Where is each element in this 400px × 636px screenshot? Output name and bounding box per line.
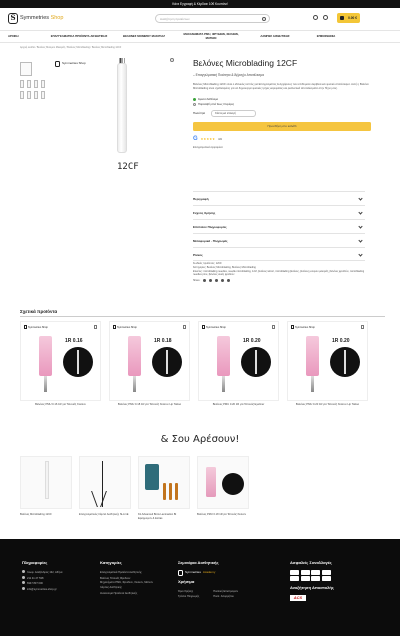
- chevron-down-icon: [358, 196, 362, 200]
- product-info: [193, 58, 371, 149]
- pickup-text: Παραλαβή από Έως 3 Ημέρες: [198, 103, 235, 107]
- product-accordion: [193, 191, 365, 261]
- breadcrumb[interactable]: Αρχική σελίδα / Βελόνες Μονίμου Μακιγιάζ / Βελόνες Microblading / Βελόνες Microblading 12CF: [20, 46, 122, 49]
- thumbnail-main[interactable]: [20, 62, 32, 76]
- cart-total: 0.00 €: [348, 16, 357, 20]
- logo-mark-icon: [55, 61, 60, 67]
- add-to-cart-button[interactable]: Προσθήκη στο καλάθι: [193, 122, 371, 131]
- kit-icon: [145, 464, 159, 490]
- needle-size: 1R 0.18: [154, 338, 172, 344]
- pickup-status: [193, 103, 371, 106]
- logo-mark-icon: [178, 570, 183, 576]
- thumbnail[interactable]: [34, 91, 38, 99]
- add-to-cart-icon[interactable]: [272, 325, 276, 329]
- product-name[interactable]: Βελόνες PMU 0.18 1R για Τατουάζ Χειλιών: [197, 513, 247, 516]
- product-card[interactable]: [197, 456, 249, 520]
- logo-mark-icon: [113, 325, 116, 329]
- product-card[interactable]: [20, 456, 72, 520]
- pack-brand: Symmetries Shop: [62, 61, 86, 66]
- footer-heading: Αναζήτηση Αποστολής: [290, 585, 334, 591]
- product-name[interactable]: Βελόνες Microblading 12CF: [20, 513, 52, 516]
- thumbnail[interactable]: [34, 80, 38, 88]
- footer-seminars: [178, 561, 238, 600]
- site-header: [0, 8, 400, 30]
- cartridge-icon: [217, 336, 230, 376]
- courier-logo[interactable]: ACS: [290, 595, 306, 601]
- stock-text: Άμεσα διαθέσιμο: [198, 97, 219, 101]
- rating-value: 4.9: [218, 138, 222, 142]
- nav-item-contact[interactable]: ΕΠΙΚΟΙΝΩΝΙΑ: [316, 33, 336, 38]
- product-image[interactable]: [20, 321, 101, 401]
- product-image[interactable]: [287, 321, 368, 401]
- footer-link[interactable]: Τρόποι Πληρωμής: [178, 595, 200, 599]
- product-name[interactable]: Βελόνες PMU 0.18 1R για Τατουάζ Χειλιών Lip Tattoo: [117, 403, 182, 406]
- also-like-products: [20, 456, 249, 520]
- maestro-icon: [322, 570, 331, 575]
- footer-link[interactable]: Επαγγελματικά Προϊόντα Αισθητικής: [100, 570, 142, 574]
- chevron-down-icon: [358, 224, 362, 228]
- footer-link[interactable]: Όροι Χρήσης: [178, 589, 194, 593]
- footer-heading: Πληροφορίες: [22, 560, 48, 565]
- search-input[interactable]: [155, 14, 270, 23]
- share-label: Share:: [193, 279, 201, 282]
- cartridge-icon: [39, 336, 52, 376]
- main-nav: [0, 30, 400, 43]
- footer-link[interactable]: Μηχανήματα PMU, Φρυδιών, Χειλιών, Ματιών: [100, 581, 153, 585]
- product-image[interactable]: [20, 456, 72, 509]
- clock-icon: [193, 103, 196, 106]
- bank-icon: [322, 576, 331, 581]
- needle-closeup: [241, 347, 271, 377]
- footer-email[interactable]: info@symmetries-shop.gr: [27, 587, 57, 591]
- cartridge-icon: [306, 336, 319, 376]
- applepay-icon: [290, 576, 299, 581]
- thumbnail-strip: [20, 62, 48, 102]
- thumbnail[interactable]: [27, 91, 31, 99]
- google-rating: [193, 136, 371, 143]
- nav-item-professional-products[interactable]: ΕΠΑΓΓΕΛΜΑΤΙΚΑ ΠΡΟΪΟΝΤΑ ΑΙΣΘΗΤΙΚΗΣ: [50, 33, 108, 38]
- cartridge-icon: [206, 467, 216, 497]
- googlepay-icon: [301, 576, 310, 581]
- product-title: Βελόνες Microblading 12CF: [193, 58, 298, 68]
- add-to-cart-icon[interactable]: [183, 325, 187, 329]
- thumbnail[interactable]: [27, 80, 31, 88]
- cart-icon: [340, 16, 344, 20]
- related-title: Σχετικά προϊόντα: [20, 309, 58, 314]
- email-icon[interactable]: [221, 279, 224, 282]
- in-stock-icon: [193, 98, 196, 101]
- footer-heading: Κατηγορίες: [100, 560, 122, 565]
- product-image[interactable]: [138, 456, 190, 509]
- product-name[interactable]: Βελόνες PMU 0.20 1R για Τατουάζ Χειλιών Lip Tattoo: [295, 403, 360, 406]
- needle-size: 1R 0.20: [332, 338, 350, 344]
- accordion-risk[interactable]: Ρίσκος: [193, 247, 365, 261]
- product-image[interactable]: [197, 456, 249, 509]
- logo-mark-icon: [202, 325, 205, 329]
- related-products: [20, 321, 368, 407]
- product-category[interactable]: Κατηγορίες: Βελόνες Microblading, Βελόνες Microblading: [193, 265, 256, 269]
- product-name[interactable]: Βελόνες PMU 0.16 1R για Τατουάζ Χειλιών: [35, 403, 86, 406]
- product-image[interactable]: [109, 321, 190, 401]
- needle-size: 1R 0.16: [65, 338, 83, 344]
- site-footer: [0, 539, 400, 636]
- card-brand: Symmetries Shop: [117, 325, 137, 329]
- variant-select[interactable]: Κάντε μια επιλογή: [211, 110, 256, 117]
- rating-stars: ★★★★★: [200, 137, 216, 142]
- logo-name: Symmetries: [20, 15, 50, 22]
- product-tags[interactable]: Ετικέτες: microblading needles, needle microblading, 12cf, βελόνες tebori, microblading βελόνες, βελόνες μονίμου μακιγιάζ, βελόνες φρυδιών, microblading needles pmu, βελόνες σκιάς φρυδιών: [193, 269, 365, 277]
- footer-heading: Σεμινάρια Αισθητικής: [178, 560, 219, 565]
- verified-text: Επαγγελματικά αγοραμένα: [193, 145, 223, 149]
- divider: [20, 316, 385, 317]
- logo-mark-icon: [291, 325, 294, 329]
- product-description: Βελόνες Microblading 12CF είναι ο ιδανικός λεπτός για Επαγγελματίες & Αρχάριους που επιθυμούν ακρίβεια και φυσικό αποτέλεσμα. Αυτή η Βελόνα Microblading είναι σχεδιασμένη για να δημιουργεί φυσικές τρίχες κορυφαίας και ρεαλιστικά αποτελέσματα στην Τέχνη σας.: [193, 83, 369, 90]
- needle-size: 1R 0.20: [243, 338, 261, 344]
- cartridge-icon: [128, 336, 141, 376]
- chevron-down-icon: [358, 252, 362, 256]
- paypal-icon: [311, 570, 320, 575]
- needle-body: [117, 63, 127, 153]
- footer-heading: Ασφαλείς Συναλλαγές: [290, 560, 332, 565]
- thumbnail[interactable]: [20, 91, 24, 99]
- footer-link[interactable]: Πολιτική Επιστροφών: [213, 589, 239, 593]
- product-name[interactable]: Επαγγελματικός Λάμπα Αισθητικής SLA 1E: [79, 513, 129, 516]
- pack-logo: [55, 61, 86, 67]
- promo-topbar: [0, 0, 400, 8]
- needle-closeup: [222, 473, 244, 495]
- footer-link[interactable]: Πολιτ. Απορρήτου: [213, 595, 234, 599]
- share-bar: [193, 279, 365, 283]
- thumbnail[interactable]: [41, 80, 45, 88]
- site-logo[interactable]: [8, 13, 63, 24]
- footer-address: Λεωφ. Αλεξάνδρας 132, Αθήνα: [27, 570, 63, 574]
- search-icon[interactable]: [262, 17, 266, 21]
- product-meta: [193, 262, 365, 283]
- logo-mark-icon: S: [8, 13, 18, 24]
- footer-phone[interactable]: 211 41 27 538: [27, 576, 44, 580]
- chevron-down-icon: [358, 210, 362, 214]
- wishlist-icon[interactable]: [323, 15, 328, 20]
- mastercard-icon: [301, 570, 310, 575]
- add-to-cart-icon[interactable]: [361, 325, 365, 329]
- product-sku: Κωδικός προϊόντος: 12CF: [193, 262, 222, 265]
- x-icon[interactable]: [209, 279, 212, 282]
- card-brand: Symmetries Shop: [295, 325, 315, 329]
- product-card[interactable]: [138, 456, 190, 520]
- product-image[interactable]: [79, 456, 131, 509]
- logo-mark-icon: [24, 325, 27, 329]
- nav-item-pmu-needles[interactable]: ΒΕΛΟΝΕΣ ΜΟΝΙΜΟΥ ΜΑΚΙΓΙΑΖ: [123, 33, 165, 38]
- pinterest-icon[interactable]: [215, 279, 218, 282]
- footer-mobile[interactable]: 6947 837 000: [27, 582, 43, 586]
- chevron-down-icon: [358, 238, 362, 242]
- needle-closeup: [152, 347, 182, 377]
- nav-item-pmu-machines[interactable]: ΜΗΧΑΝΗΜΑΤΑ PMU, ΦΡΥΔΙΩΝ, ΧΕΙΛΙΩΝ, ΜΑΤΙΩΝ: [183, 32, 239, 40]
- account-icon[interactable]: [313, 15, 318, 20]
- add-to-cart-icon[interactable]: [94, 325, 98, 329]
- product-card[interactable]: [287, 321, 368, 407]
- zoom-icon[interactable]: [170, 58, 174, 62]
- logo-accent: Shop: [50, 15, 64, 22]
- nav-item-lamps[interactable]: ΛΑΜΠΕΣ ΑΙΣΘΗΤΙΚΗΣ: [260, 33, 290, 38]
- card-brand: Symmetries Shop: [28, 325, 48, 329]
- thumbnail[interactable]: [20, 80, 24, 88]
- needle-closeup: [330, 347, 360, 377]
- search-placeholder: Αναζήτηση προϊόντων: [160, 17, 190, 21]
- visa-icon: [290, 570, 299, 575]
- thumbnail[interactable]: [41, 91, 45, 99]
- quantity-label: Ποσότητα: [193, 111, 206, 116]
- accordion-additional-info[interactable]: Επιπλέον Πληροφορίες: [193, 219, 365, 233]
- product-card[interactable]: [109, 321, 190, 407]
- product-name[interactable]: Kit Advanced Brow Lamination Bi Εφαρμογών & Extras: [138, 513, 177, 520]
- footer-link[interactable]: Αναλώσιμα Προϊόντα Αισθητικής: [100, 591, 138, 595]
- needle-label: 12CF: [117, 162, 139, 172]
- footer-payments: [290, 561, 334, 601]
- product-subtitle: – Επαγγελματική Ποιότητα & Ά(ψογ)ο Αποτέλεσμα: [193, 73, 264, 78]
- linkedin-icon[interactable]: [227, 279, 230, 282]
- footer-categories: [100, 561, 175, 596]
- product-main-image[interactable]: [55, 58, 180, 176]
- product-image[interactable]: [198, 321, 279, 401]
- product-card[interactable]: [20, 321, 101, 407]
- email-icon: [22, 587, 25, 590]
- amex-icon: [311, 576, 320, 581]
- card-brand: Symmetries Shop: [206, 325, 226, 329]
- phone-icon: [22, 576, 25, 579]
- nav-item-home[interactable]: ΑΡΧΙΚΗ: [8, 33, 19, 38]
- also-like-title: & Σου Αρέσουν!: [160, 434, 240, 445]
- accordion-description[interactable]: Περιγραφή: [193, 191, 365, 205]
- cart-button[interactable]: [337, 13, 360, 23]
- footer-link[interactable]: Λάμπες Αισθητικής: [100, 585, 122, 589]
- google-icon: G: [193, 136, 198, 143]
- product-card[interactable]: [198, 321, 279, 407]
- accordion-shipping[interactable]: Μεταφορικά - Πληρωμές: [193, 233, 365, 247]
- location-icon: [22, 570, 25, 573]
- footer-info: [22, 561, 62, 593]
- needle-closeup: [63, 347, 93, 377]
- product-card[interactable]: [79, 456, 131, 520]
- facebook-icon[interactable]: [203, 279, 206, 282]
- academy-logo[interactable]: Symmetries Academy: [178, 570, 238, 576]
- payment-badges: [290, 570, 334, 582]
- product-name[interactable]: Βελόνες PMU 0.20 1R για Τατουάζ Eyeliner: [212, 403, 265, 406]
- needle-icon: [45, 461, 49, 499]
- footer-heading: Χρήσιμα: [178, 578, 195, 584]
- mobile-icon: [22, 581, 25, 584]
- promo-text: Κάνε Εγγραφή & Κέρδισε 10€ Κουπόνι!: [172, 2, 228, 6]
- stock-status: [193, 98, 371, 101]
- accordion-usage[interactable]: Συχνός Χρήσης: [193, 205, 365, 219]
- footer-link[interactable]: Βελόνες Τατουάζ Φρυδιών: [100, 576, 131, 580]
